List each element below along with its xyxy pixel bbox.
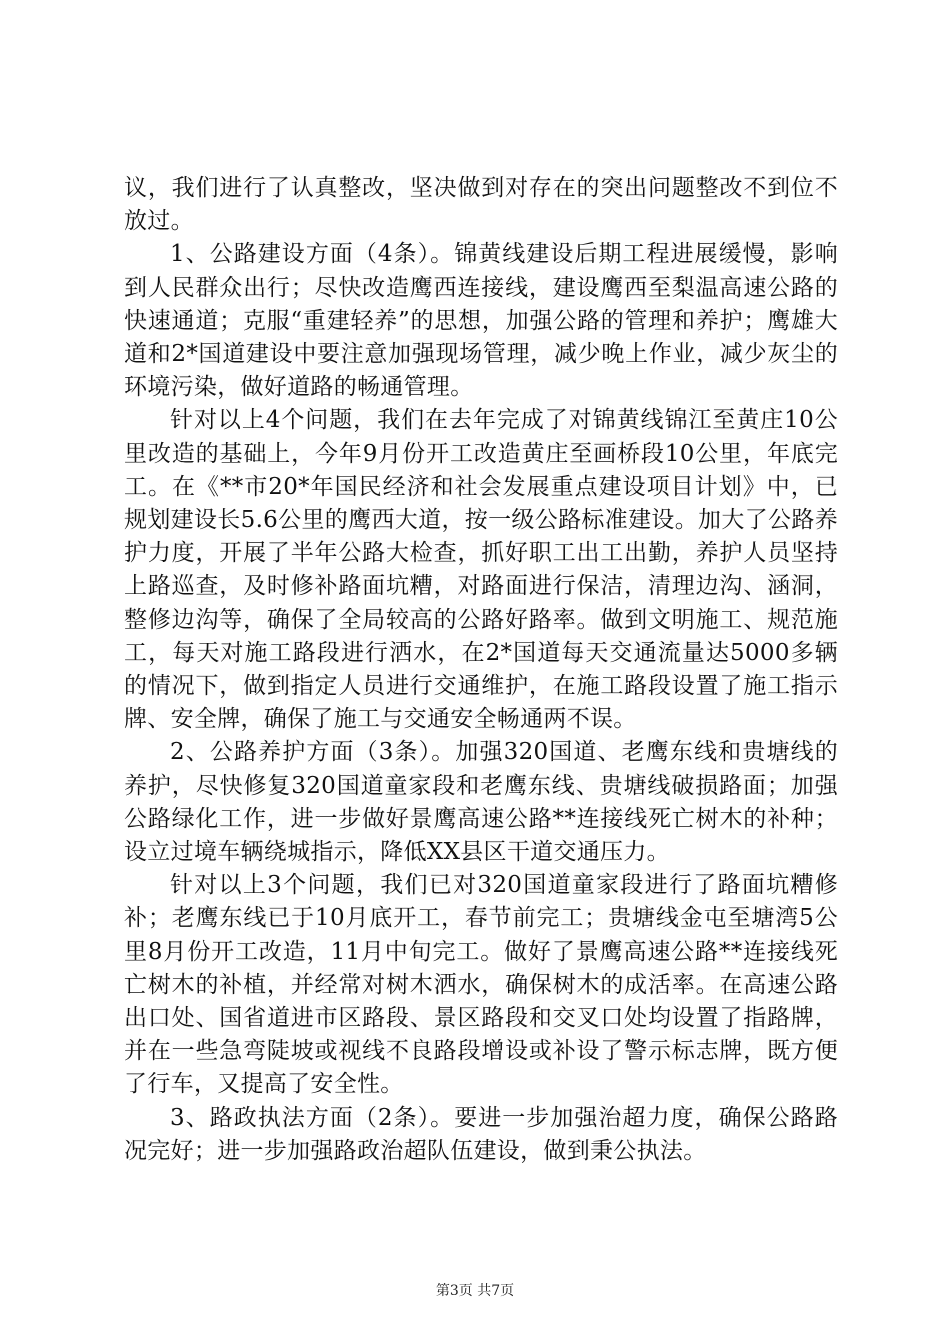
page-footer: 第3页 共7页 xyxy=(435,1283,515,1299)
paragraph-road-construction: 1、公路建设方面（4条）。锦黄线建设后期工程进展缓慢，影响到人民群众出行；尽快改造鹰西连接线，建设鹰西至梨温高速公路的快速通道；克服“重建轻养”的思想，加强公路的管理和养护；鹰雄大道和2*国道建设中要注意加强现场管理，减少晚上作业，减少灰尘的环境污染，做好道路的畅通管理。 xyxy=(124,241,838,401)
paragraph-continuation: 议，我们进行了认真整改，坚决做到对存在的突出问题整改不到位不放过。 xyxy=(124,175,838,235)
document-body xyxy=(124,172,838,1168)
paragraph-construction-response: 针对以上4个问题，我们在去年完成了对锦黄线锦江至黄庄10公里改造的基础上，今年9月份开工改造黄庄至画桥段10公里，年底完工。在《**市20*年国民经济和社会发展重点建设项目计划》中，已规划建设长5.6公里的鹰西大道，按一级公路标准建设。加大了公路养护力度，开展了半年公路大检查，抓好职工出工出勤，养护人员坚持上路巡查，及时修补路面坑糟，对路面进行保洁，清理边沟、涵洞，整修边沟等，确保了全局较高的公路好路率。做到文明施工、规范施工，每天对施工路段进行洒水，在2*国道每天交通流量达5000多辆的情况下，做到指定人员进行交通维护，在施工路段设置了施工指示牌、安全牌，确保了施工与交通安全畅通两不误。 xyxy=(124,407,838,733)
paragraph-maintenance-response: 针对以上3个问题，我们已对320国道童家段进行了路面坑糟修补；老鹰东线已于10月底开工，春节前完工；贵塘线金屯至塘湾5公里8月份开工改造，11月中旬完工。做好了景鹰高速公路**连接线死亡树木的补植，并经常对树木洒水，确保树木的成活率。在高速公路出口处、国省道进市区路段、景区路段和交叉口处均设置了指路牌，并在一些急弯陡坡或视线不良路段增设或补设了警示标志牌，既方便了行车，又提高了安全性。 xyxy=(124,872,838,1098)
paragraph-road-maintenance: 2、公路养护方面（3条）。加强320国道、老鹰东线和贵塘线的养护，尽快修复320国道童家段和老鹰东线、贵塘线破损路面；加强公路绿化工作，进一步做好景鹰高速公路**连接线死亡树木的补种；设立过境车辆绕城指示，降低XX县区干道交通压力。 xyxy=(124,739,838,866)
paragraph-law-enforcement: 3、路政执法方面（2条）。要进一步加强治超力度，确保公路路况完好；进一步加强路政治超队伍建设，做到秉公执法。 xyxy=(124,1104,838,1164)
